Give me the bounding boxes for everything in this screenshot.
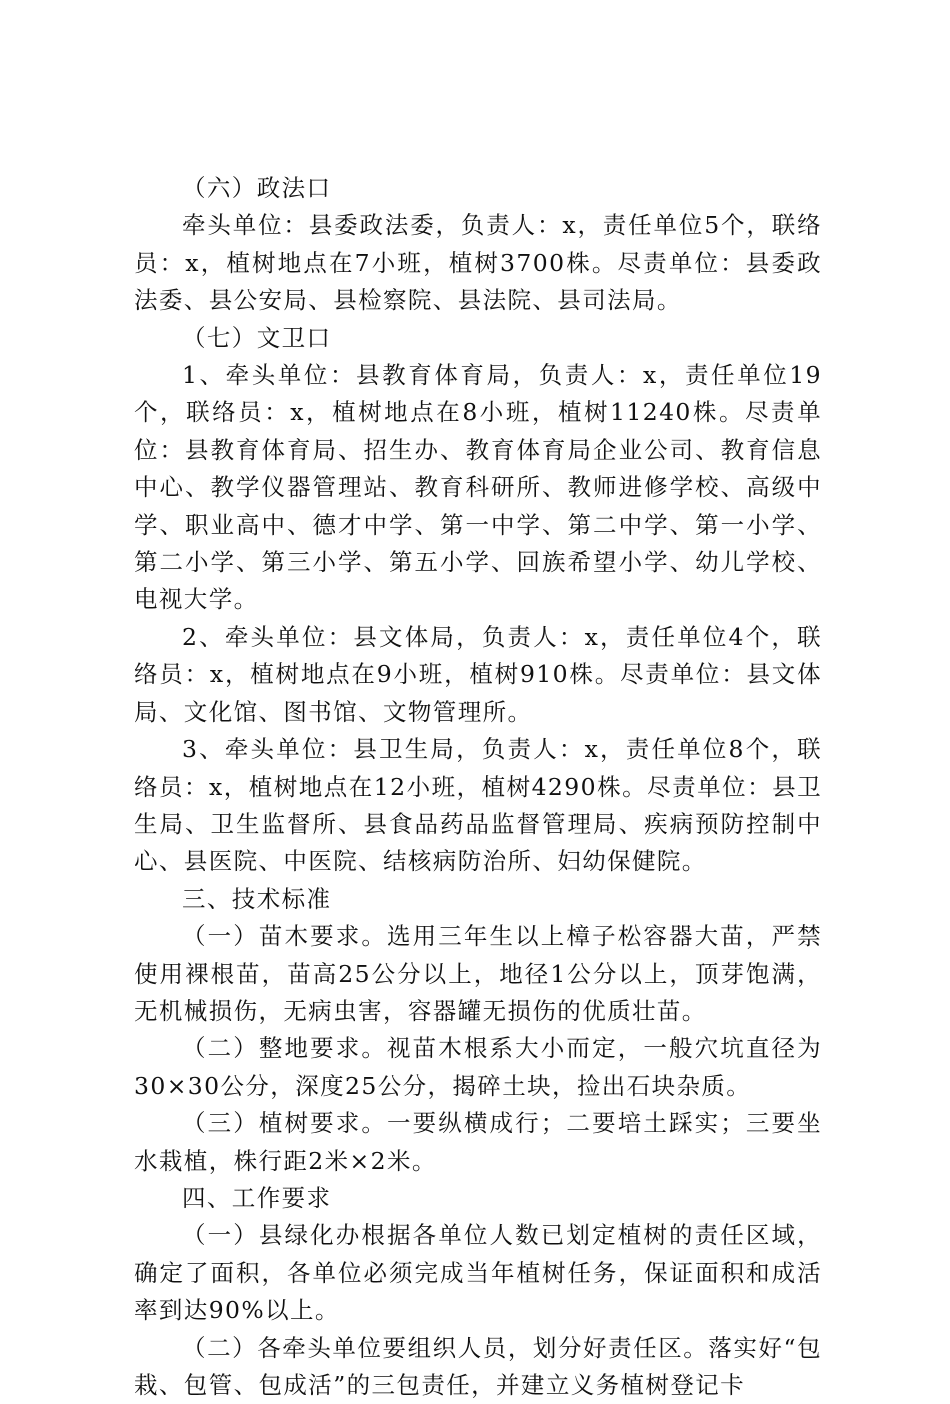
paragraph-planting-requirements: （三）植树要求。一要纵横成行；二要培土踩实；三要坐水栽植，株行距2米×2米。 xyxy=(134,1109,822,1175)
section-heading-work-requirements: 四、工作要求 xyxy=(182,1183,332,1212)
paragraph-politics-law-units: 牵头单位：县委政法委，负责人：x，责任单位5个，联络员：x，植树地点在7小班，植树3700株。尽责单位：县委政法委、县公安局、县检察院、县法院、县司法局。 xyxy=(134,211,822,315)
paragraph-lead-units-responsibility: （二）各牵头单位要组织人员，划分好责任区。落实好“包栽、包管、包成活”的三包责任，并建立义务植树登记卡 xyxy=(134,1333,822,1399)
paragraph-culture-sports-units: 2、牵头单位：县文体局，负责人：x，责任单位4个，联络员：x，植树地点在9小班，植树910株。尽责单位：县文体局、文化馆、图书馆、文物管理所。 xyxy=(134,622,822,726)
paragraph-health-units: 3、牵头单位：县卫生局，负责人：x，责任单位8个，联络员：x，植树地点在12小班，植树4290株。尽责单位：县卫生局、卫生监督所、县食品药品监督管理局、疾病预防控制中心、县医院、中医院、结核病防治所、妇幼保健院。 xyxy=(134,735,822,876)
paragraph-education-units: 1、牵头单位：县教育体育局，负责人：x，责任单位19个，联络员：x，植树地点在8小班，植树11240株。尽责单位：县教育体育局、招生办、教育体育局企业公司、教育信息中心、教学仪器管理站、教育科研所、教师进修学校、高级中学、职业高中、德才中学、第一中学、第二中学、第一小学、第二小学、第三小学、第五小学、回族希望小学、幼儿学校、电视大学。 xyxy=(134,361,822,614)
section-heading-culture-health: （七）文卫口 xyxy=(182,323,332,352)
section-heading-technical-standards: 三、技术标准 xyxy=(182,884,332,913)
paragraph-site-preparation: （二）整地要求。视苗木根系大小而定，一般穴坑直径为30×30公分，深度25公分，揭碎土块，捡出石块杂质。 xyxy=(134,1034,822,1100)
section-heading-politics-law: （六）政法口 xyxy=(182,174,332,202)
paragraph-seedling-requirements: （一）苗木要求。选用三年生以上樟子松容器大苗，严禁使用裸根苗，苗高25公分以上，地径1公分以上，顶芽饱满，无机械损伤，无病虫害，容器罐无损伤的优质壮苗。 xyxy=(134,922,822,1025)
document-body xyxy=(134,170,822,1404)
paragraph-greening-office: （一）县绿化办根据各单位人数已划定植树的责任区域，确定了面积，各单位必须完成当年植树任务，保证面积和成活率到达90%以上。 xyxy=(134,1221,822,1325)
